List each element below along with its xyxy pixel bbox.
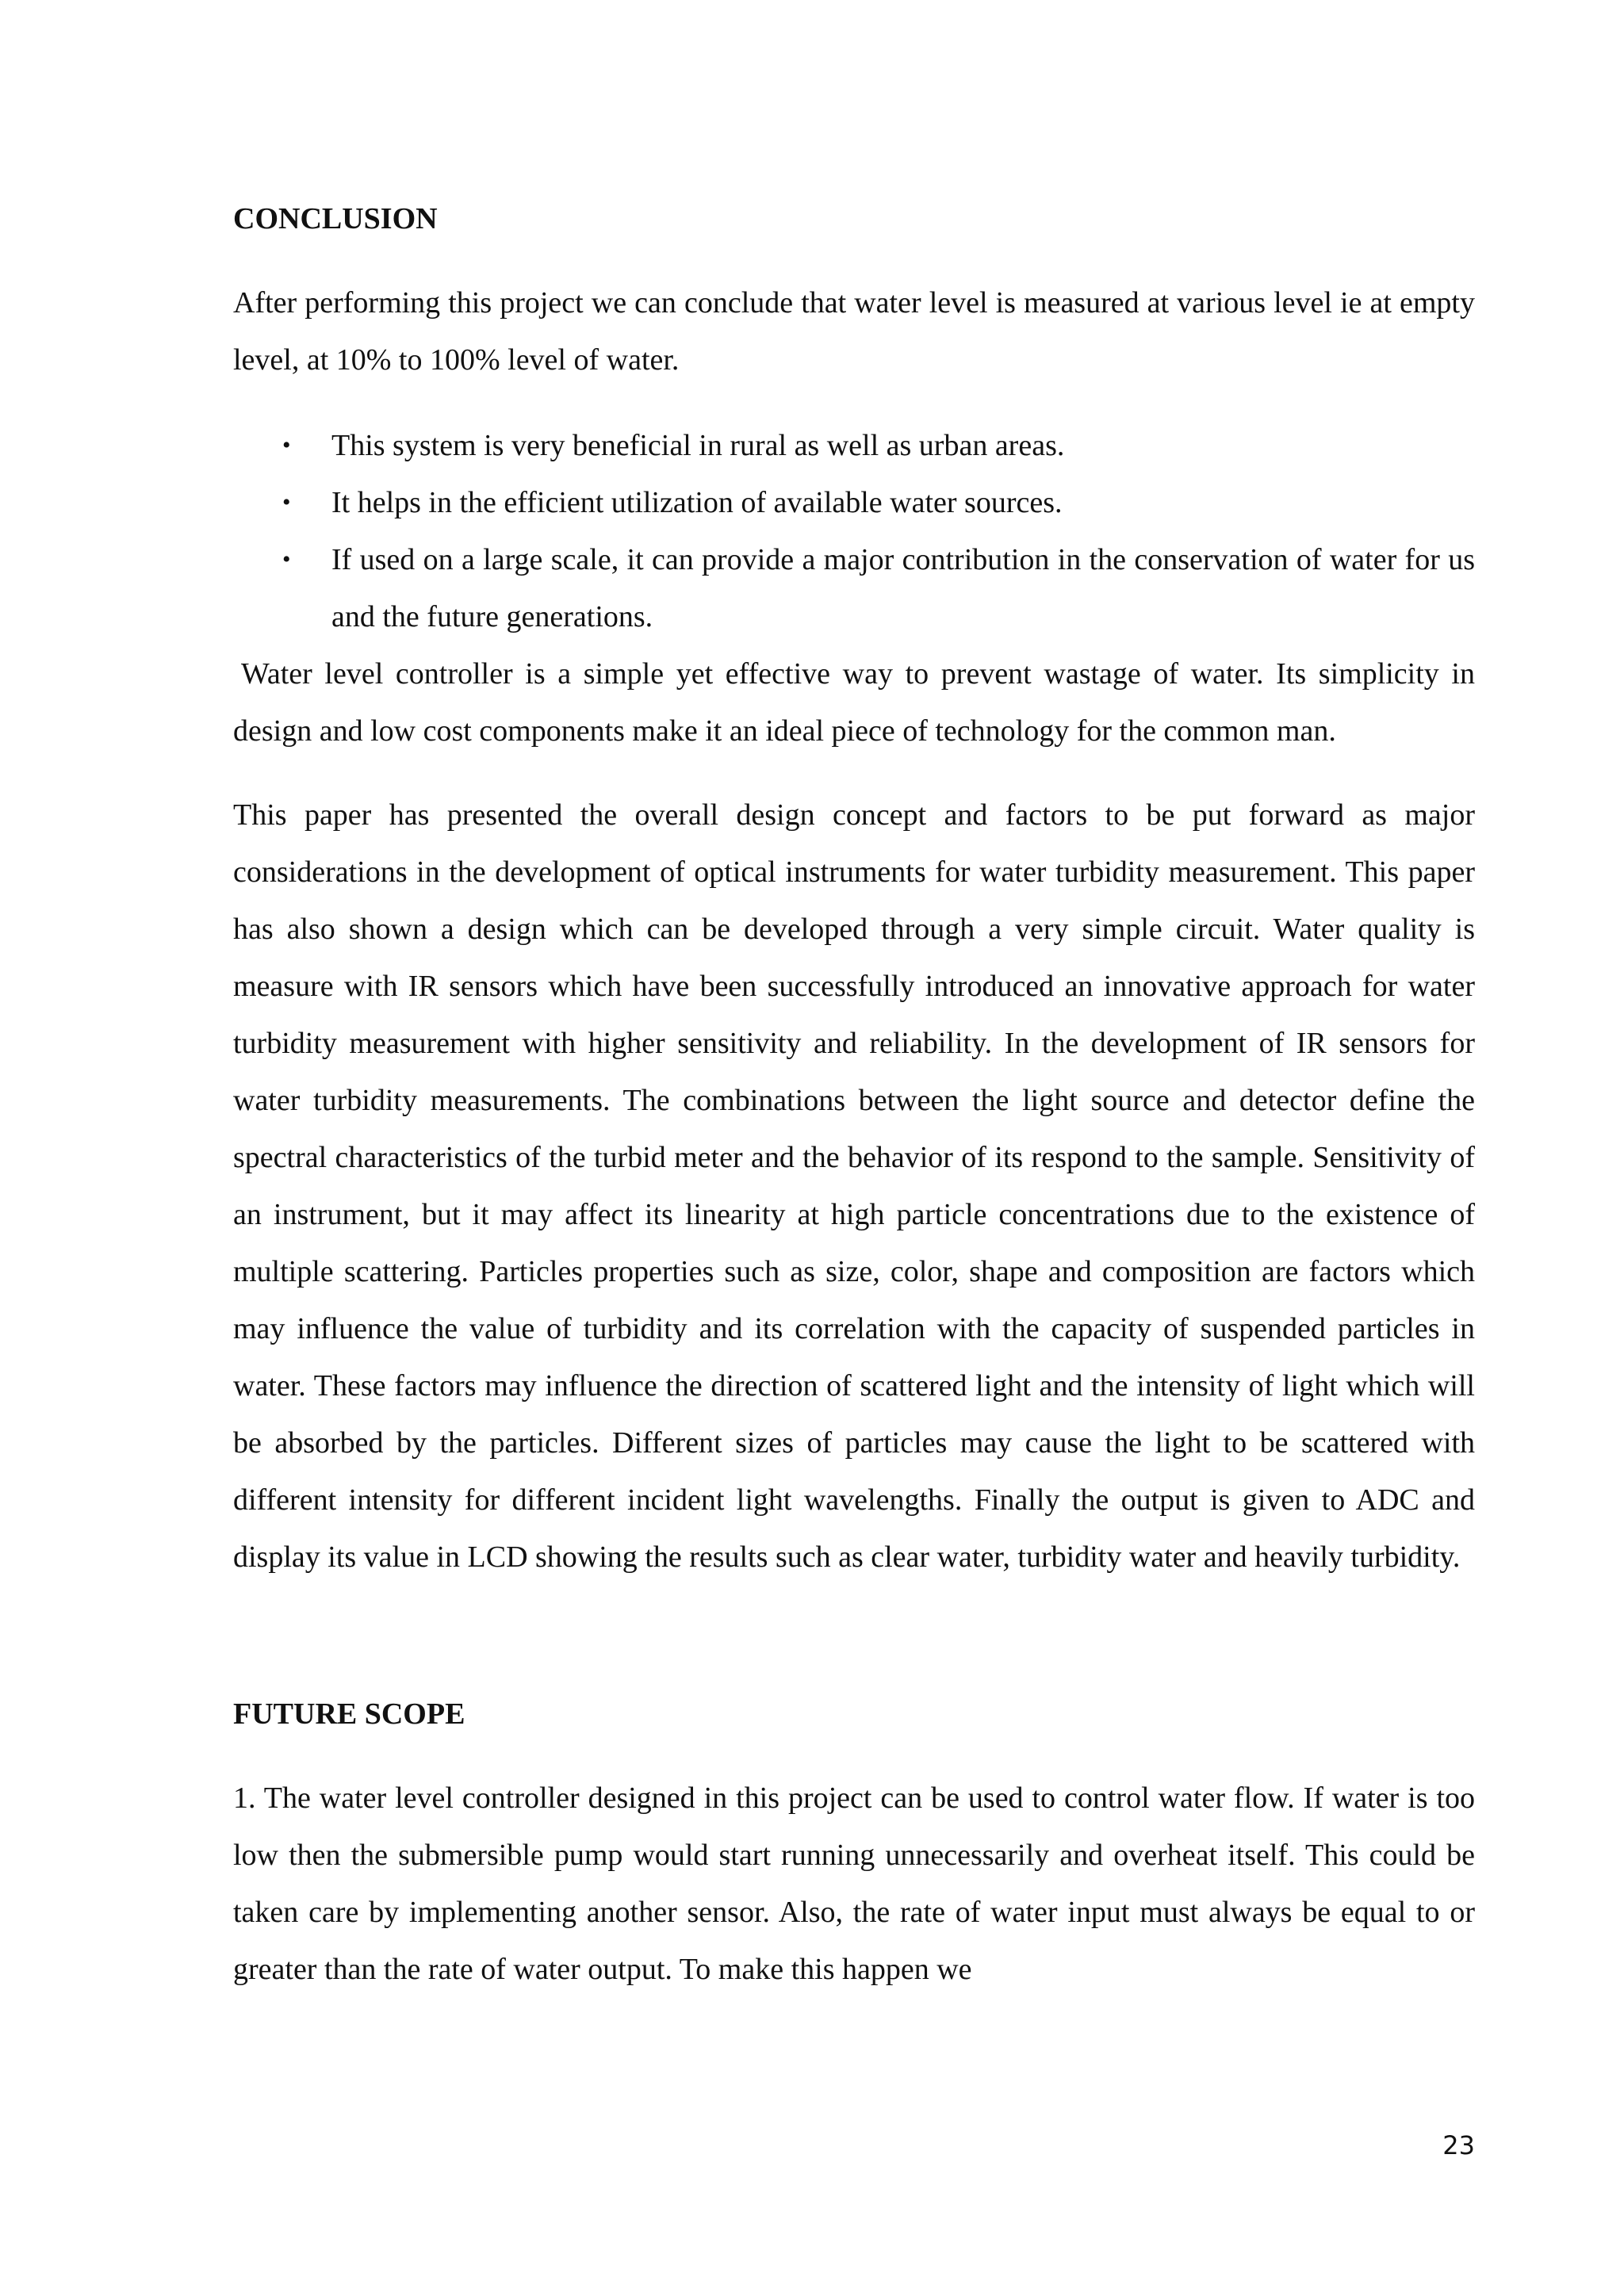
bullet-icon: •: [282, 546, 291, 572]
bullet-item: [233, 417, 1475, 474]
future-scope-item-1: 1. The water level controller designed in this project can be used to control water flow. If water is too low then the submersible pump would start running unnecessarily and overheat itself. This could be taken care by implementing another sensor. Also, the rate of water input must always be equal to or greater than the rate of water output. To make this happen we: [233, 1781, 1475, 1986]
page-number: 23: [1442, 2130, 1475, 2160]
page-content: [233, 190, 1475, 1998]
bullet-text: If used on a large scale, it can provide a major contribution in the conservation of water for us and the future generations.: [331, 543, 1475, 633]
bullet-icon: •: [282, 432, 291, 458]
bullet-item: [233, 531, 1475, 645]
conclusion-intro-paragraph: After performing this project we can conclude that water level is measured at various level ie at empty level, at 10% to 100% level of water.: [233, 286, 1475, 377]
conclusion-heading: CONCLUSION: [233, 202, 438, 235]
bullet-text: It helps in the efficient utilization of available water sources.: [331, 486, 1063, 519]
bullet-item: [233, 474, 1475, 531]
conclusion-body-paragraph: This paper has presented the overall design concept and factors to be put forward as major considerations in the development of optical instruments for water turbidity measurement. This paper has also shown a design which can be developed through a very simple circuit. Water quality is measure with IR sensors which have been successfully introduced an innovative approach for water turbidity measurement with higher sensitivity and reliability. In the development of IR sensors for water turbidity measurements. The combinations between the light source and detector define the spectral characteristics of the turbid meter and the behavior of its respond to the sample. Sensitivity of an instrument, but it may affect its linearity at high particle concentrations due to the existence of multiple scattering. Particles properties such as size, color, shape and composition are factors which may influence the value of turbidity and its correlation with the capacity of suspended particles in water. These factors may influence the direction of scattered light and the intensity of light which will be absorbed by the particles. Different sizes of particles may cause the light to be scattered with different intensity for different incident light wavelengths. Finally the output is given to ADC and display its value in LCD showing the results such as clear water, turbidity water and heavily turbidity.: [233, 798, 1475, 1574]
conclusion-bullet-list: [233, 417, 1475, 645]
future-scope-heading: FUTURE SCOPE: [233, 1697, 465, 1731]
conclusion-summary-paragraph: Water level controller is a simple yet effective way to prevent wastage of water. Its simplicity in design and low cost components make it an ideal piece of technology for the common man.: [233, 657, 1475, 748]
bullet-icon: •: [282, 489, 291, 515]
bullet-text: This system is very beneficial in rural as well as urban areas.: [331, 429, 1065, 462]
